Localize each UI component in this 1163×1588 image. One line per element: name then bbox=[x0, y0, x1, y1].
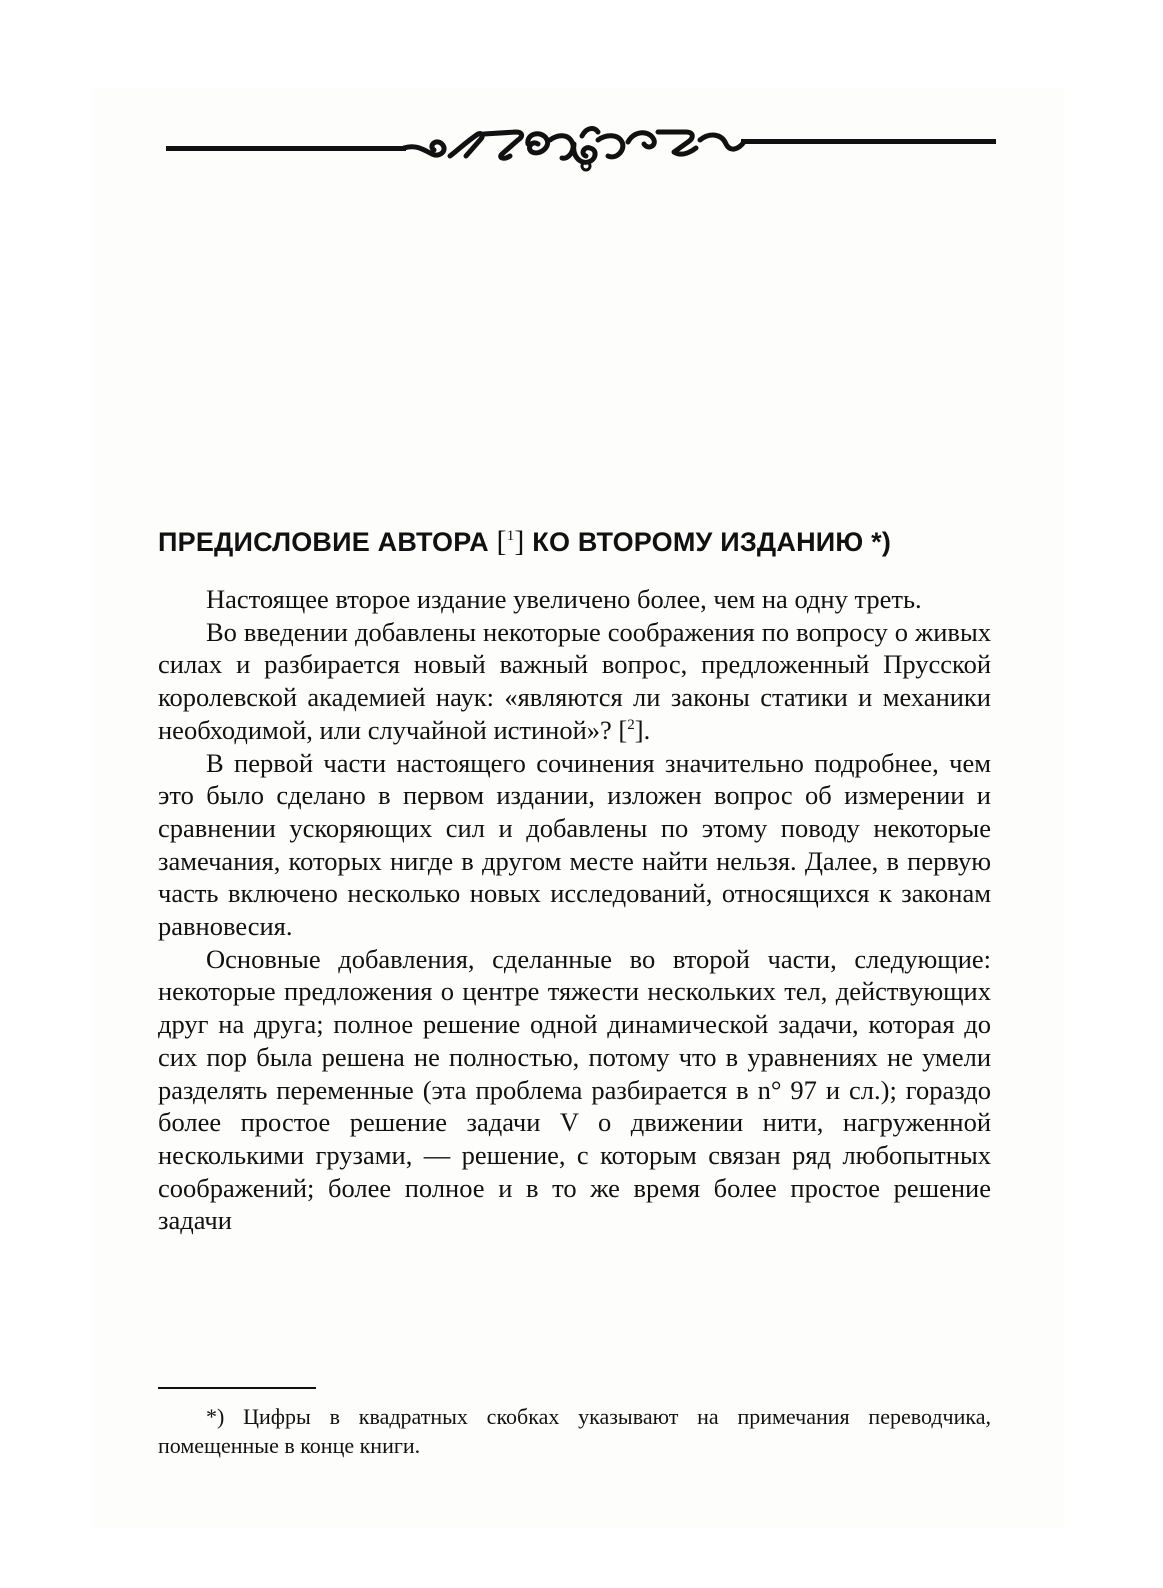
title-footnote-ref: 1 bbox=[506, 528, 515, 544]
title-text-after: КО ВТОРОМУ ИЗДАНИЮ *) bbox=[524, 527, 892, 557]
ornament-right-line bbox=[741, 139, 996, 144]
title-ref-bracket-close: ] bbox=[514, 525, 525, 558]
page-title bbox=[158, 518, 998, 560]
ornament-center-drop bbox=[582, 162, 590, 170]
title-text-before: ПРЕДИСЛОВИЕ АВТОРА bbox=[158, 527, 497, 557]
paragraph-2-text: Во введении добавлены некоторые соображения по вопросу о живых силах и разбирается новый важный вопрос, предложенный Прусской королевской академией наук: «являются ли законы статики и механики необходимой, или случайной истиной»? [ bbox=[158, 616, 991, 745]
paragraph-4: Основные добавления, сделанные во второй части, следующие: некоторые предложения о центре тяжести нескольких тел, действующих друг на друга; полное решение одной динамической задачи, которая до сих пор была решена не полностью, потому что в уравнениях не умели разделять переменные (эта проблема разбирается в n° 97 и сл.); гораздо более простое решение задачи V о движении нити, нагруженной несколькими грузами, — решение, с которым связан ряд любопытных соображений; более полное и в то же время более простое решение задачи bbox=[158, 943, 991, 1236]
footnote: *) Цифры в квадратных скобках указывают на примечания переводчика, помещенные в конце книги. bbox=[158, 1404, 991, 1458]
ornamental-header-rule bbox=[166, 120, 996, 175]
body-text bbox=[158, 583, 991, 1237]
paragraph-3: В первой части настоящего сочинения значительно подробнее, чем это было сделано в первом издании, изложен вопрос об измерении и сравнении ускоряющих сил и добавлены по этому поводу некоторые замечания, которых нигде в другом месте найти нельзя. Далее, в первую часть включено несколько новых исследований, относящихся к законам равновесия. bbox=[158, 747, 991, 942]
ornament-flourish bbox=[404, 129, 744, 163]
title-ref-bracket-open: [ bbox=[496, 525, 507, 558]
paragraph-2-end: ]. bbox=[634, 714, 651, 745]
footnote-divider bbox=[158, 1387, 316, 1389]
ornament-left-line bbox=[166, 146, 406, 151]
paragraph-1: Настоящее второе издание увеличено более, чем на одну треть. bbox=[206, 584, 922, 614]
paragraph-2 bbox=[158, 616, 991, 747]
paragraph-2-ref: 2 bbox=[627, 716, 635, 733]
